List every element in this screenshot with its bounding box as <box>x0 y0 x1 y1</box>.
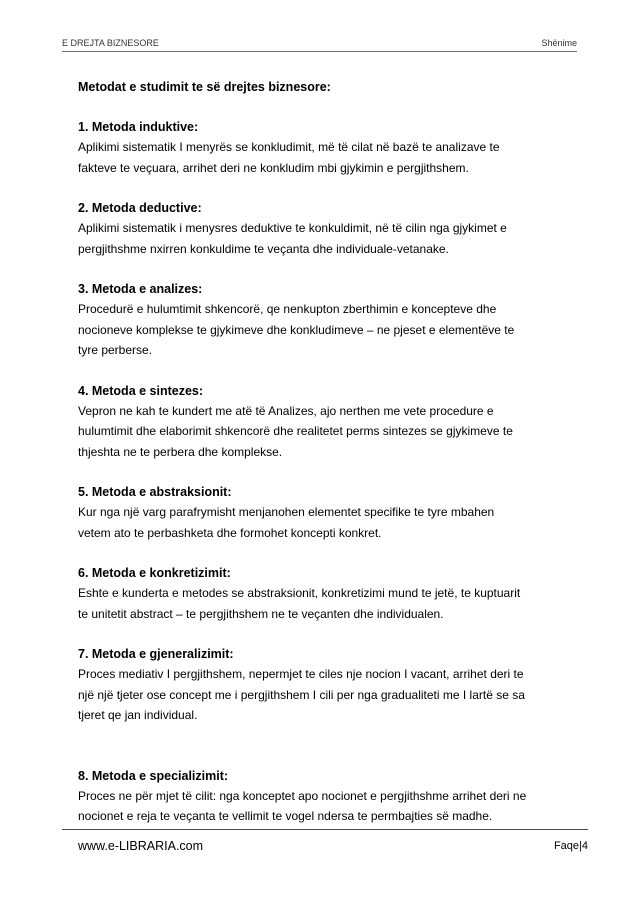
section-abstraction-method <box>78 482 564 543</box>
header-divider <box>62 51 577 52</box>
section-body: Aplikimi sistematik I menyrës se konkludimit, më të cilat në bazë te analizave te fakteve te veçuara, arrihet deri ne konkludim mbi gjykimin e pergjithshem. <box>78 140 500 175</box>
section-inductive-method <box>78 117 564 178</box>
section-heading: 2. Metoda deductive: <box>78 201 202 215</box>
section-heading: 8. Metoda e specializimit: <box>78 768 229 783</box>
section-heading: 6. Metoda e konkretizimit: <box>78 566 231 580</box>
header-notes-label: Shënime <box>541 38 577 48</box>
header-document-title: E DREJTA BIZNESORE <box>62 38 159 48</box>
section-heading: 5. Metoda e abstraksionit: <box>78 485 232 499</box>
page-footer <box>78 839 588 853</box>
section-analysis-method <box>78 279 564 361</box>
page-number: Faqe|4 <box>553 840 588 852</box>
footer-website: www.e-LIBRARIA.com <box>78 839 204 853</box>
document-body <box>78 77 564 827</box>
section-body: Aplikimi sistematik i menysres deduktive te konkuldimit, në të cilin nga gjykimet e pergjithshme nxirren konkuldime te veçanta dhe individuale-vetanake. <box>78 221 507 256</box>
page-header <box>62 38 577 48</box>
section-synthesis-method <box>78 381 564 463</box>
section-specialization-method <box>78 766 564 827</box>
footer-divider <box>62 829 588 830</box>
section-body: Vepron ne kah te kundert me atë të Analizes, ajo nerthen me vete procedure e hulumtimit dhe elaborimit shkencorë dhe realitetet perms sintezes se gjykimeve te thjeshta ne te perbera dhe komplekse. <box>78 403 513 459</box>
section-heading: 3. Metoda e analizes: <box>78 282 203 296</box>
section-generalization-method <box>78 644 564 726</box>
section-body: Eshte e kunderta e metodes se abstraksionit, konkretizimi mund te jetë, te kuptuarit te unitetit abstract – te pergjithshem ne te veçanten dhe individualen. <box>78 586 521 621</box>
section-heading: 4. Metoda e sintezes: <box>78 383 204 398</box>
section-body: Proces ne për mjet të cilit: nga konceptet apo nocionet e pergjithshme arrihet deri ne nocionet e reja te veçanta te vellimit te vogel ndersa te permbajties së madhe. <box>78 788 527 823</box>
document-title: Metodat e studimit te së drejtes biznesore: <box>78 80 331 94</box>
section-heading: 1. Metoda induktive: <box>78 120 199 134</box>
section-concretization-method <box>78 563 564 624</box>
section-heading: 7. Metoda e gjeneralizimit: <box>78 647 234 661</box>
section-body: Kur nga një varg parafrymisht menjanohen elementet specifike te tyre mbahen vetem ato te perbashketa dhe formohet koncepti konkret. <box>78 505 495 540</box>
section-body: Procedurë e hulumtimit shkencorë, qe nenkupton zberthimin e koncepteve dhe nocioneve komplekse te gjykimeve dhe konkludimeve – ne pjeset e elementëve te tyre perberse. <box>78 302 515 357</box>
section-deductive-method <box>78 198 564 259</box>
section-body: Proces mediativ I pergjithshem, nepermjet te ciles nje nocion I vacant, arrihet deri te një një tjeter ose concept me i pergjithshem I cili per nga gradualiteti me I lartë se sa tjeret qe jan individual. <box>78 667 525 722</box>
